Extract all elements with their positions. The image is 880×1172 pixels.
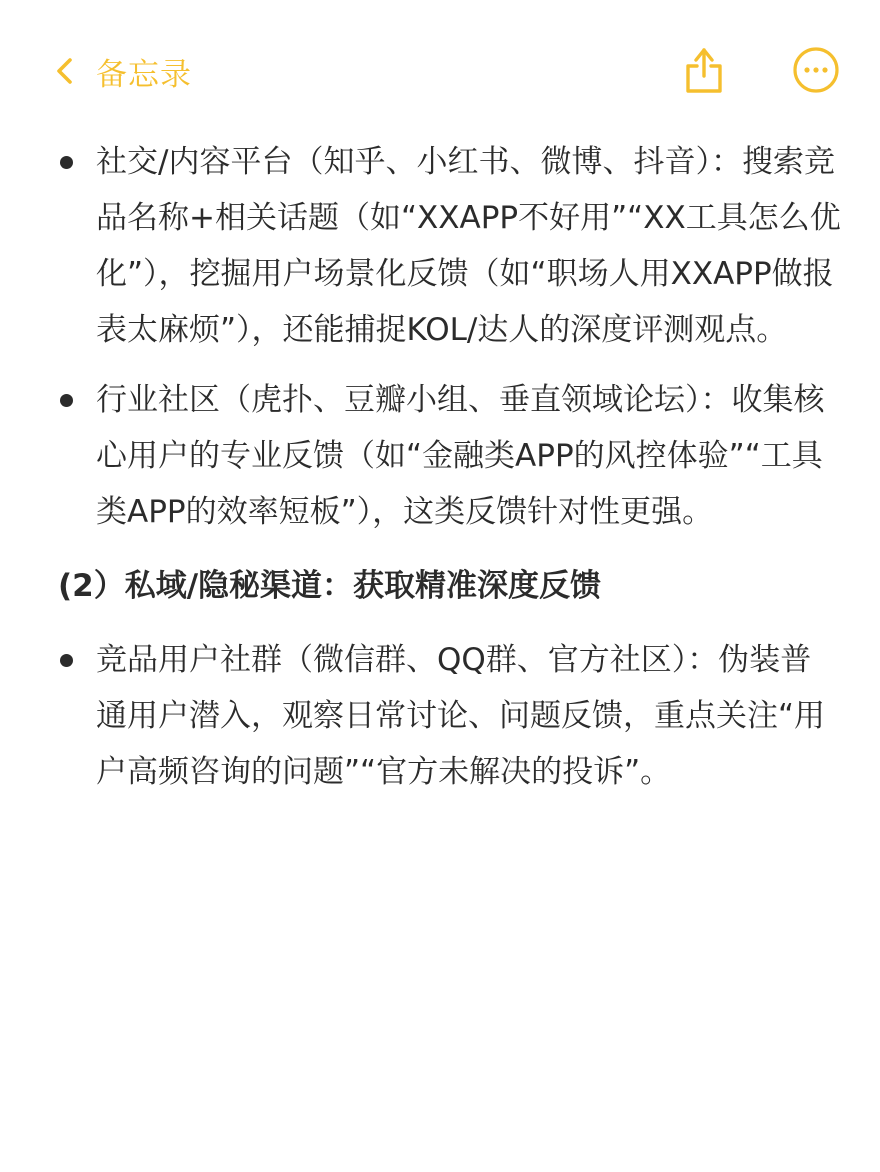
share-icon[interactable] [680, 44, 728, 96]
bullet-list-channels-private [0, 632, 880, 800]
back-button[interactable] [50, 42, 192, 100]
bullet-list-channels-public [0, 134, 880, 540]
list-item-text: 行业社区（虎扑、豆瓣小组、垂直领域论坛）：收集核心用户的专业反馈（如“金融类APP的风控体验”“工具类APP的效率短板”），这类反馈针对性更强。 [96, 382, 825, 530]
back-label: 备忘录 [96, 56, 192, 93]
list-item [0, 372, 880, 540]
list-item-text: 社交/内容平台（知乎、小红书、微博、抖音）：搜索竞品名称+相关话题（如“XXAPP不好用”“XX工具怎么优化”），挖掘用户场景化反馈（如“职场人用XXAPP做报表太麻烦”），还能捕捉KOL/达人的深度评测观点。 [96, 144, 841, 348]
chevron-left-icon [50, 54, 84, 88]
section-heading: (2）私域/隐秘渠道：获取精准深度反馈 [58, 568, 602, 604]
list-item-text: 竞品用户社群（微信群、QQ群、官方社区）：伪装普通用户潜入，观察日常讨论、问题反馈，重点关注“用户高频咨询的问题”“官方未解决的投诉”。 [96, 642, 826, 790]
note-body[interactable] [0, 134, 880, 814]
bullet-dot [60, 654, 73, 667]
bullet-dot [60, 394, 73, 407]
list-item [0, 632, 880, 800]
list-item [0, 134, 880, 358]
more-icon[interactable] [792, 46, 840, 94]
navigation-bar [0, 0, 880, 140]
bullet-dot [60, 156, 73, 169]
